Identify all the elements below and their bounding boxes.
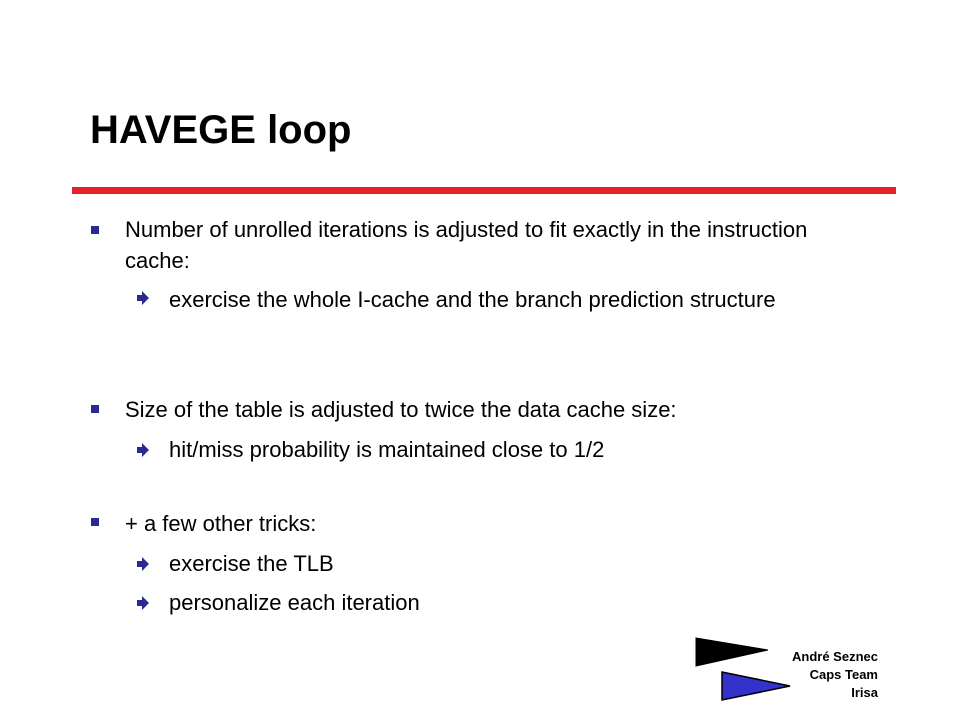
footer-credits: [738, 648, 878, 702]
sub-bullet-3-2: personalize each iteration: [169, 590, 420, 615]
arrow-bullet-icon: [137, 291, 149, 305]
footer-team: Caps Team: [809, 667, 878, 682]
footer-author: André Seznec: [792, 649, 878, 664]
slide-title: HAVEGE loop: [90, 108, 352, 152]
bullet-item-3: + a few other tricks:: [125, 511, 317, 536]
square-bullet-icon: [91, 226, 99, 234]
square-bullet-icon: [91, 518, 99, 526]
bullet-item-1: Number of unrolled iterations is adjusted to fit exactly in the instruction cache:: [125, 217, 808, 273]
footer-institute: Irisa: [851, 685, 878, 700]
sub-bullet-2-1: hit/miss probability is maintained close to 1/2: [169, 437, 605, 462]
bullet-item-2: Size of the table is adjusted to twice the data cache size:: [125, 397, 677, 422]
sub-bullet-1-1: exercise the whole I-cache and the branch prediction structure: [169, 287, 776, 312]
arrow-bullet-icon: [137, 596, 149, 610]
sub-bullet-3-1: exercise the TLB: [169, 551, 334, 576]
arrow-bullet-icon: [137, 443, 149, 457]
arrow-bullet-icon: [137, 557, 149, 571]
square-bullet-icon: [91, 405, 99, 413]
